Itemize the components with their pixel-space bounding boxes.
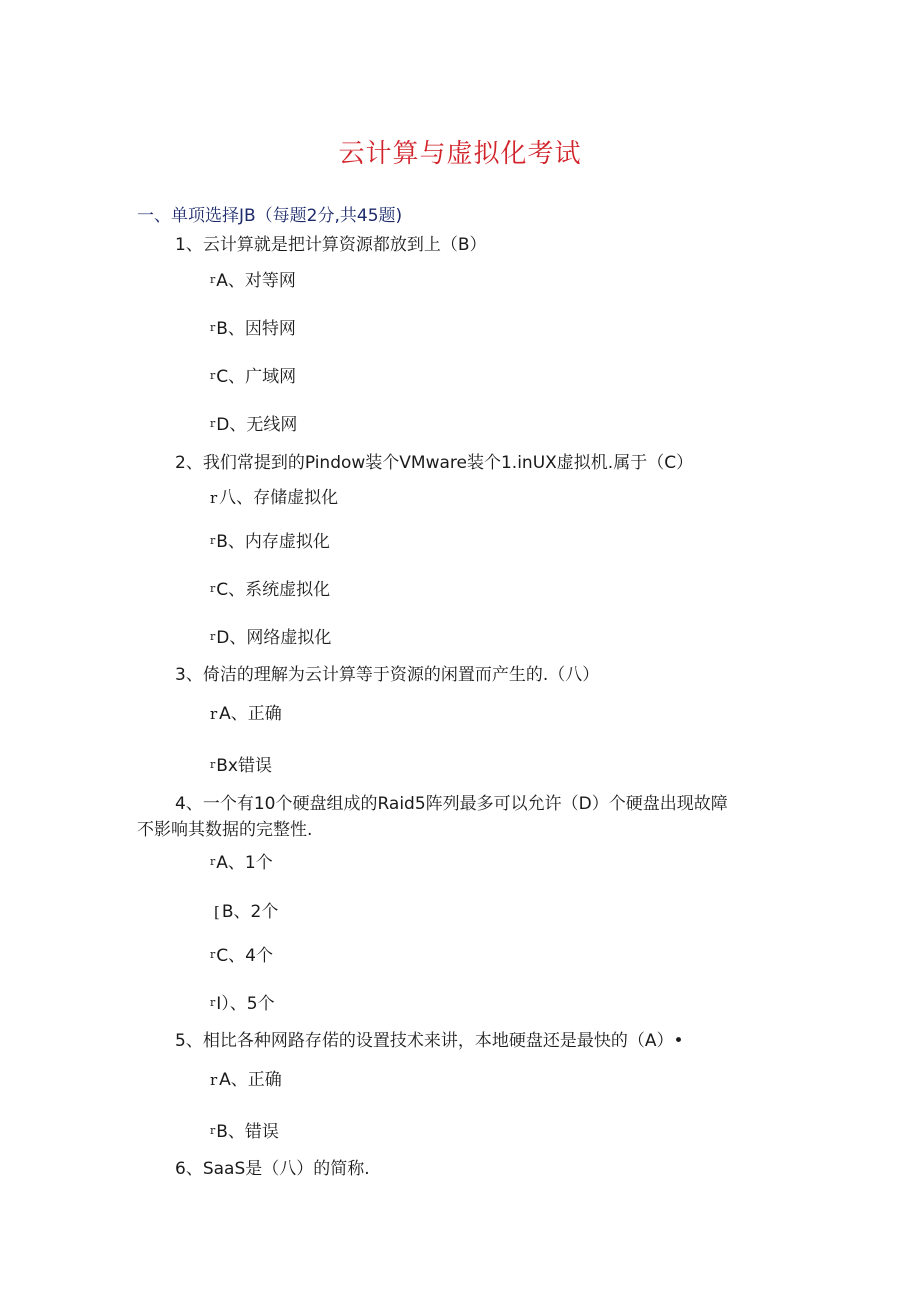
option-label: A、对等网 bbox=[216, 271, 296, 291]
option-mark: r bbox=[210, 996, 216, 1009]
option-mark: r bbox=[210, 855, 216, 868]
option-label: Bx错误 bbox=[216, 756, 272, 776]
question-number: 2、 bbox=[175, 453, 203, 473]
section-heading: 一、单项选择JB（每题2分,共45题) bbox=[137, 206, 403, 226]
option-5a bbox=[210, 1065, 282, 1090]
option-label: C、广域网 bbox=[216, 367, 297, 387]
option-mark: r bbox=[210, 758, 216, 771]
option-label: D、网络虚拟化 bbox=[216, 628, 332, 648]
option-label: C、4个 bbox=[216, 946, 273, 966]
question-text: 倚洁的理解为云计算等于资源的闲置而产生的.（八） bbox=[202, 665, 600, 685]
option-4a bbox=[210, 848, 273, 873]
option-2a bbox=[210, 483, 338, 508]
question-text: 云计算就是把计算资源都放到上（B） bbox=[202, 235, 487, 255]
option-mark: r bbox=[210, 321, 216, 334]
question-text: 相比各种网路存偌的设置技术来讲，本地硬盘还是最快的（A）• bbox=[202, 1031, 684, 1051]
option-label: D、无线网 bbox=[216, 415, 298, 435]
question-6 bbox=[175, 1154, 370, 1179]
option-mark: r bbox=[210, 582, 216, 595]
option-label: A、正确 bbox=[219, 704, 282, 724]
option-2d bbox=[210, 623, 331, 648]
question-2 bbox=[175, 448, 693, 473]
option-1a bbox=[210, 266, 296, 291]
option-mark: r bbox=[210, 1124, 216, 1137]
question-number: 5、 bbox=[175, 1031, 203, 1051]
option-label: B、2个 bbox=[221, 902, 279, 922]
option-label: B、错误 bbox=[216, 1122, 279, 1142]
option-4c bbox=[210, 941, 273, 966]
option-mark: r bbox=[210, 369, 216, 382]
question-text: 一个有10个硬盘组成的Raid5阵列最多可以允许（D）个硬盘出现故障 bbox=[202, 794, 728, 814]
option-1c bbox=[210, 362, 296, 387]
option-label: I）、5个 bbox=[216, 994, 275, 1014]
option-label: B、因特网 bbox=[216, 319, 296, 339]
question-4 bbox=[175, 789, 728, 814]
question-number: 1、 bbox=[175, 235, 203, 255]
question-1 bbox=[175, 230, 487, 255]
question-text: 我们常提到的Pindow装个VMware装个1.inUX虚拟机.属于（C） bbox=[202, 453, 694, 473]
option-mark: [ bbox=[214, 903, 220, 921]
question-4-continuation: 不影响其数据的完整性. bbox=[137, 820, 313, 840]
option-1d bbox=[210, 410, 297, 435]
option-label: C、系统虚拟化 bbox=[216, 580, 331, 600]
question-number: 3、 bbox=[175, 665, 203, 685]
option-4d bbox=[210, 989, 275, 1014]
question-3 bbox=[175, 660, 599, 685]
option-mark: r bbox=[210, 489, 218, 507]
option-mark: r bbox=[210, 948, 216, 961]
option-2c bbox=[210, 575, 330, 600]
question-5 bbox=[175, 1026, 683, 1051]
option-4b bbox=[214, 897, 278, 922]
option-mark: r bbox=[210, 417, 216, 430]
option-mark: r bbox=[210, 273, 216, 286]
option-3a bbox=[210, 699, 282, 724]
question-number: 6、 bbox=[175, 1159, 203, 1179]
option-mark: r bbox=[210, 1071, 218, 1089]
option-3b bbox=[210, 751, 272, 776]
option-2b bbox=[210, 527, 330, 552]
question-number: 4、 bbox=[175, 794, 203, 814]
question-text: SaaS是（八）的简称. bbox=[202, 1159, 370, 1179]
page-title: 云计算与虚拟化考试 bbox=[338, 139, 582, 169]
option-label: A、正确 bbox=[219, 1070, 282, 1090]
option-1b bbox=[210, 314, 296, 339]
option-5b bbox=[210, 1117, 279, 1142]
option-mark: r bbox=[210, 534, 216, 547]
option-label: A、1个 bbox=[216, 853, 273, 873]
option-mark: r bbox=[210, 705, 218, 723]
option-mark: r bbox=[210, 630, 216, 643]
option-label: 八、存储虚拟化 bbox=[219, 488, 339, 508]
option-label: B、内存虚拟化 bbox=[216, 532, 330, 552]
